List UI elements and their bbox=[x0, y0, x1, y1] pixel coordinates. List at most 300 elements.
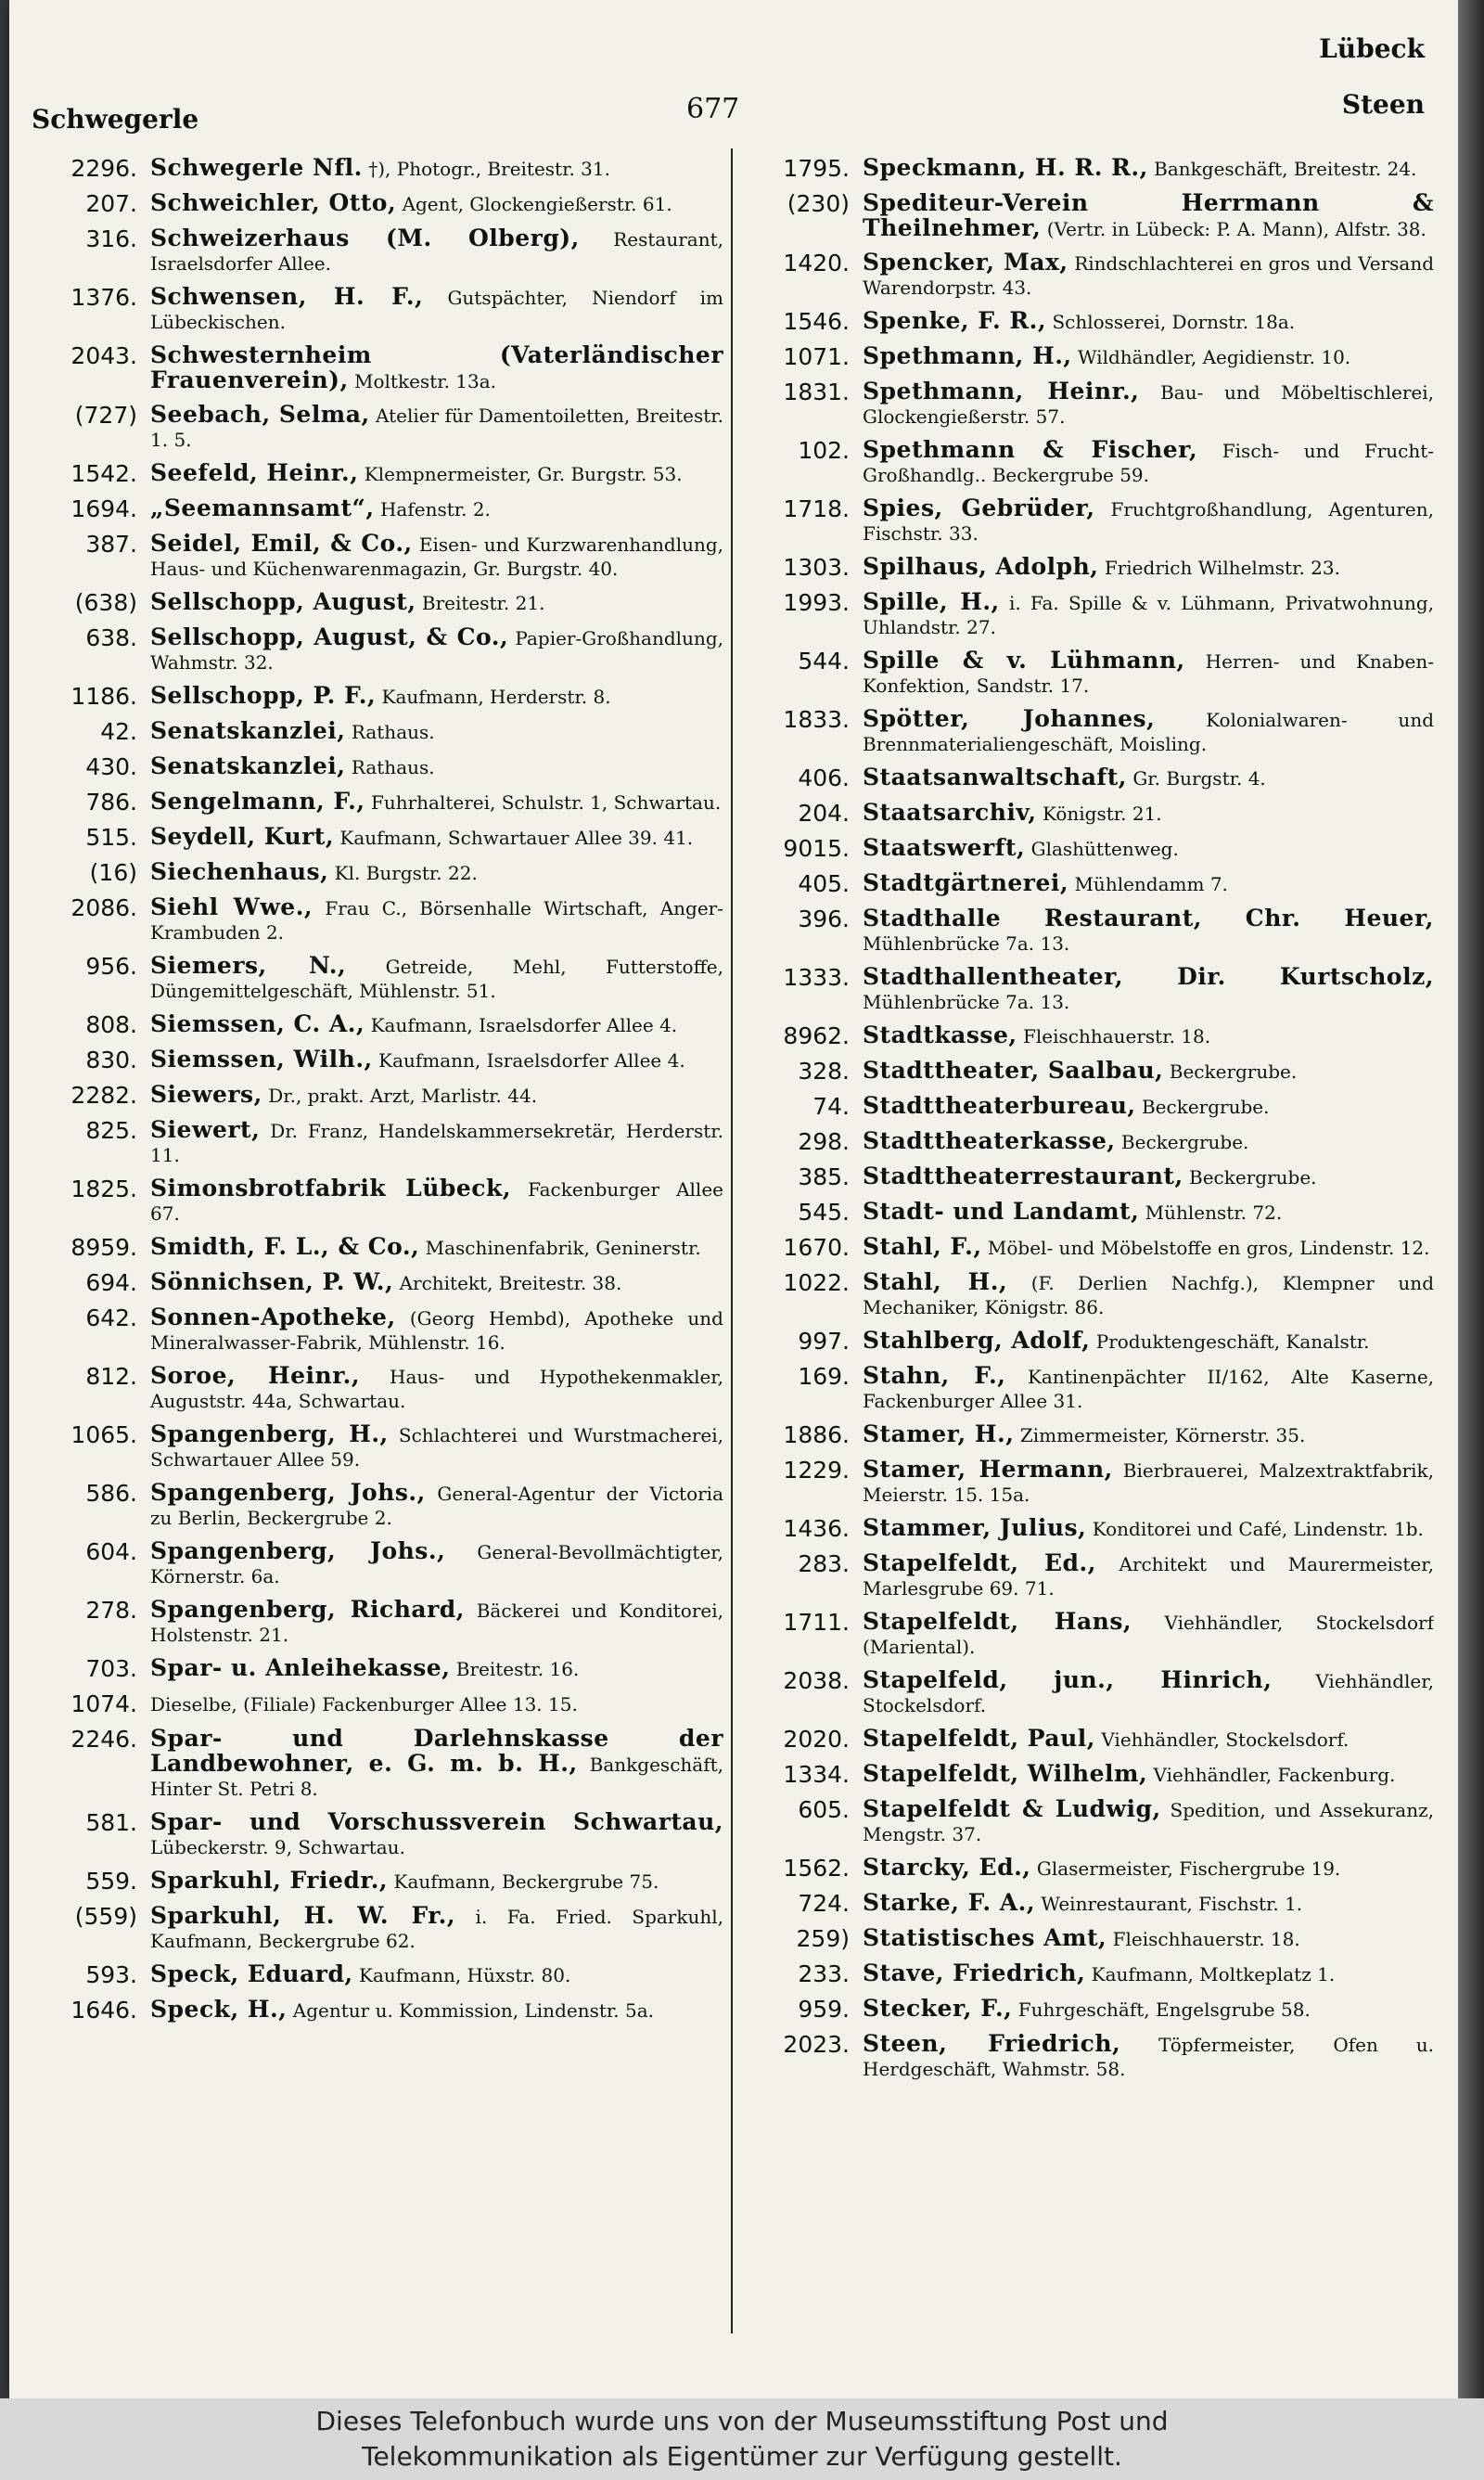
directory-entry bbox=[37, 1305, 723, 1355]
entry-number: 298. bbox=[798, 1128, 850, 1155]
entry-name: Stadtkasse, bbox=[863, 1022, 1017, 1048]
directory-entry bbox=[37, 1047, 723, 1073]
entry-body bbox=[150, 532, 723, 581]
entry-details: Viehhändler, Stockelsdorf. bbox=[863, 1670, 1434, 1716]
entry-number: 1694. bbox=[70, 495, 137, 522]
entry-name: Senatskanzlei, bbox=[150, 752, 346, 779]
entry-body bbox=[150, 285, 723, 334]
entry-details: Beckergrube. bbox=[1141, 1096, 1270, 1118]
entry-number: 207. bbox=[85, 190, 137, 217]
entry-details: Rathaus. bbox=[351, 756, 435, 778]
entry-name: Speck, Eduard, bbox=[150, 1960, 353, 1987]
entry-details: Papier-Großhandlung, Wahmstr. 32. bbox=[150, 627, 723, 674]
entry-name: Spilhaus, Adolph, bbox=[863, 553, 1099, 580]
entry-details: Glashüttenweg. bbox=[1030, 838, 1179, 860]
entry-details: Friedrich Wilhelmstr. 23. bbox=[1104, 557, 1340, 579]
directory-entry bbox=[749, 906, 1434, 956]
entry-body bbox=[863, 379, 1434, 429]
entry-name: Spangenberg, Johs., bbox=[150, 1479, 426, 1506]
entry-body bbox=[863, 438, 1434, 487]
entry-body bbox=[863, 590, 1434, 639]
directory-entry bbox=[749, 965, 1434, 1014]
entry-body bbox=[863, 1422, 1434, 1447]
entry-number: 1646. bbox=[70, 1997, 137, 2024]
entry-body bbox=[863, 871, 1434, 896]
entry-name: Sengelmann, F., bbox=[150, 788, 365, 815]
directory-entry bbox=[37, 625, 723, 675]
entry-body bbox=[150, 461, 723, 486]
directory-entry bbox=[749, 1329, 1434, 1355]
entry-details: Schlosserei, Dornstr. 18a. bbox=[1052, 311, 1296, 333]
entry-number: 724. bbox=[798, 1890, 850, 1917]
directory-entry bbox=[37, 1176, 723, 1226]
directory-entry bbox=[749, 1364, 1434, 1413]
column-divider bbox=[731, 148, 733, 2333]
entry-body bbox=[150, 754, 723, 779]
entry-name: Siechenhaus, bbox=[150, 858, 329, 885]
directory-entry bbox=[37, 590, 723, 616]
entry-details: Fleischhauerstr. 18. bbox=[1022, 1025, 1211, 1047]
entry-details: Glasermeister, Fischergrube 19. bbox=[1036, 1857, 1341, 1880]
entry-details: Töpfermeister, Ofen u. Herdgeschäft, Wahmstr. 58. bbox=[863, 2034, 1434, 2080]
entry-details: Eisen- und Kurzwarenhandlung, Haus- und Küchenwarenmagazin, Gr. Burgstr. 40. bbox=[150, 533, 723, 580]
directory-entry bbox=[37, 825, 723, 851]
entry-body bbox=[863, 156, 1434, 181]
directory-entry bbox=[749, 1856, 1434, 1882]
entry-body bbox=[150, 1691, 723, 1716]
entry-number: 1065. bbox=[70, 1421, 137, 1448]
directory-entry bbox=[37, 532, 723, 581]
entry-name: Stahlberg, Adolf, bbox=[863, 1327, 1091, 1354]
entry-name: Spencker, Max, bbox=[863, 249, 1068, 276]
entry-number: 1831. bbox=[783, 379, 850, 405]
entry-name: Spediteur-Verein Herrmann & Theilnehmer, bbox=[863, 189, 1434, 241]
entry-name: Stahl, H., bbox=[863, 1268, 1008, 1295]
directory-entry bbox=[37, 1691, 723, 1717]
entry-number: (230) bbox=[787, 190, 850, 217]
entry-body bbox=[150, 1047, 723, 1073]
entry-number: 1795. bbox=[783, 156, 850, 182]
entry-details: Produktengeschäft, Kanalstr. bbox=[1095, 1330, 1370, 1353]
entry-number: 545. bbox=[798, 1199, 850, 1226]
entry-details: Viehhändler, Stockelsdorf. bbox=[1101, 1728, 1350, 1751]
entry-body bbox=[863, 1094, 1434, 1119]
entry-details: General-Agentur der Victoria zu Berlin, Beckergrube 2. bbox=[150, 1483, 723, 1529]
entry-details: Beckergrube. bbox=[1189, 1166, 1317, 1189]
entry-details: Konditorei und Café, Lindenstr. 1b. bbox=[1092, 1518, 1424, 1540]
directory-entry bbox=[749, 1926, 1434, 1952]
directory-entry bbox=[37, 1869, 723, 1895]
entry-name: Smidth, F. L., & Co., bbox=[150, 1233, 420, 1260]
entry-details: Kantinenpächter II/162, Alte Kaserne, Fackenburger Allee 31. bbox=[863, 1366, 1434, 1412]
entry-name: Sparkuhl, Friedr., bbox=[150, 1867, 389, 1894]
entry-body bbox=[150, 1869, 723, 1894]
entry-name: Spethmann, Heinr., bbox=[863, 378, 1140, 405]
entry-number: (727) bbox=[74, 402, 137, 429]
directory-entry bbox=[37, 1656, 723, 1682]
header-right-keyword: Steen bbox=[1341, 89, 1425, 120]
entry-details: Königstr. 21. bbox=[1042, 803, 1162, 825]
entry-name: Soroe, Heinr., bbox=[150, 1362, 361, 1389]
entry-number: 1022. bbox=[783, 1269, 850, 1296]
entry-number: 604. bbox=[85, 1538, 137, 1565]
entry-details: Kaufmann, Schwartauer Allee 39. 41. bbox=[339, 827, 694, 849]
entry-details: Kl. Burgstr. 22. bbox=[334, 862, 478, 884]
entry-number: 2296. bbox=[70, 156, 137, 182]
entry-number: (16) bbox=[89, 859, 137, 886]
directory-entry bbox=[37, 1727, 723, 1801]
entry-number: 515. bbox=[85, 824, 137, 851]
entry-name: Spille, H., bbox=[863, 588, 1000, 615]
entry-body bbox=[863, 1961, 1434, 1986]
entry-number: 642. bbox=[85, 1304, 137, 1331]
directory-entry bbox=[37, 1539, 723, 1588]
entry-body bbox=[863, 1129, 1434, 1154]
directory-entry bbox=[749, 379, 1434, 429]
directory-entry bbox=[749, 251, 1434, 300]
entry-number: 1186. bbox=[70, 683, 137, 710]
directory-entry bbox=[749, 1891, 1434, 1917]
entry-name: Schwensen, H. F., bbox=[150, 283, 424, 310]
entry-number: 1071. bbox=[783, 343, 850, 370]
entry-details: (Georg Hembd), Apotheke und Mineralwasser-Fabrik, Mühlenstr. 16. bbox=[150, 1307, 723, 1354]
entry-details: Architekt und Maurermeister, Marlesgrube 69. 71. bbox=[863, 1553, 1434, 1600]
entry-details: Lübeckerstr. 9, Schwartau. bbox=[150, 1836, 405, 1858]
entry-number: 316. bbox=[85, 225, 137, 252]
directory-entry bbox=[37, 1422, 723, 1471]
entry-number: 959. bbox=[798, 1996, 850, 2023]
entry-body bbox=[150, 860, 723, 885]
entry-details: Viehhändler, Fackenburg. bbox=[1153, 1764, 1396, 1786]
entry-details: Bierbrauerei, Malzextraktfabrik, Meierstr. 15. 15a. bbox=[863, 1459, 1434, 1506]
directory-page bbox=[9, 0, 1458, 2398]
entry-body bbox=[150, 684, 723, 709]
entry-name: Spenke, F. R., bbox=[863, 307, 1047, 334]
entry-details: Bau- und Möbeltischlerei, Glockengießerstr. 57. bbox=[863, 381, 1434, 428]
directory-entry bbox=[37, 860, 723, 886]
entry-details: Mühlenstr. 72. bbox=[1145, 1201, 1283, 1224]
entry-details: Fleischhauerstr. 18. bbox=[1112, 1928, 1300, 1950]
directory-entry bbox=[749, 649, 1434, 698]
entry-number: 1333. bbox=[783, 964, 850, 991]
entry-number: 233. bbox=[798, 1960, 850, 1987]
entry-name: Sellschopp, P. F., bbox=[150, 682, 377, 709]
directory-entry bbox=[749, 801, 1434, 827]
entry-details: Fruchtgroßhandlung, Agenturen, Fischstr. 33. bbox=[863, 498, 1434, 545]
entry-number: 1562. bbox=[783, 1855, 850, 1882]
entry-body bbox=[863, 1235, 1434, 1260]
entry-body bbox=[150, 496, 723, 521]
directory-entry bbox=[37, 1083, 723, 1109]
entry-name: Stapelfeldt, Wilhelm, bbox=[863, 1760, 1148, 1787]
entry-name: Spangenberg, Richard, bbox=[150, 1596, 465, 1623]
directory-entry bbox=[749, 1200, 1434, 1226]
entry-number: 2043. bbox=[70, 342, 137, 369]
directory-entry bbox=[37, 496, 723, 522]
entry-details: Bäckerei und Konditorei, Holstenstr. 21. bbox=[150, 1600, 723, 1646]
directory-entry bbox=[749, 1762, 1434, 1788]
entry-number: 1546. bbox=[783, 308, 850, 335]
footer-line-1: Dieses Telefonbuch wurde uns von der Museumsstiftung Post und bbox=[315, 2406, 1169, 2436]
entry-number: 1718. bbox=[783, 495, 850, 522]
entry-body bbox=[863, 1516, 1434, 1541]
directory-entry bbox=[37, 719, 723, 745]
directory-entry bbox=[37, 226, 723, 276]
entry-name: Speckmann, H. R. R., bbox=[863, 156, 1148, 181]
entry-name: Staatswerft, bbox=[863, 834, 1026, 861]
entry-details: Frau C., Börsenhalle Wirtschaft, Anger-Krambuden 2. bbox=[150, 897, 723, 944]
directory-entry bbox=[749, 1516, 1434, 1542]
entry-number: 1334. bbox=[783, 1761, 850, 1788]
entry-body bbox=[863, 191, 1434, 241]
entry-body bbox=[150, 1481, 723, 1530]
entry-body bbox=[863, 1329, 1434, 1354]
entry-body bbox=[150, 825, 723, 850]
entry-details: Fisch- und Frucht-Großhandlg.. Beckergrube 59. bbox=[863, 440, 1434, 486]
entry-body bbox=[150, 1176, 723, 1226]
entry-number: 396. bbox=[798, 906, 850, 932]
entry-details: Schlachterei und Wurstmacherei, Schwartauer Allee 59. bbox=[150, 1424, 723, 1471]
entry-body bbox=[150, 1727, 723, 1801]
entry-number: 1886. bbox=[783, 1421, 850, 1448]
entry-body bbox=[863, 1926, 1434, 1951]
directory-entry bbox=[37, 954, 723, 1003]
entry-name: Staatsarchiv, bbox=[863, 799, 1037, 826]
entry-number: 544. bbox=[798, 648, 850, 675]
entry-body bbox=[150, 1539, 723, 1588]
entry-name: Spangenberg, Johs., bbox=[150, 1537, 446, 1564]
entry-name: Sellschopp, August, & Co., bbox=[150, 623, 509, 650]
entry-number: 1711. bbox=[783, 1609, 850, 1636]
entry-details: Agentur u. Kommission, Lindenstr. 5a. bbox=[292, 1999, 654, 2022]
entry-name: Stapelfeldt, Hans, bbox=[863, 1608, 1132, 1635]
directory-entry bbox=[749, 1270, 1434, 1319]
entry-number: 605. bbox=[798, 1796, 850, 1823]
entry-details: Kaufmann, Israelsdorfer Allee 4. bbox=[370, 1014, 678, 1036]
entry-name: Siewert, bbox=[150, 1116, 261, 1143]
entry-number: 2282. bbox=[70, 1082, 137, 1109]
entry-details: Gr. Burgstr. 4. bbox=[1132, 767, 1266, 790]
directory-entry bbox=[749, 156, 1434, 182]
directory-entry bbox=[37, 1598, 723, 1647]
entry-body bbox=[150, 1083, 723, 1108]
entry-number: 102. bbox=[798, 437, 850, 464]
entry-body bbox=[863, 649, 1434, 698]
entry-body bbox=[150, 1235, 723, 1260]
directory-entry bbox=[37, 895, 723, 944]
entry-details: General-Bevollmächtigter, Körnerstr. 6a. bbox=[150, 1541, 723, 1587]
entry-number: 2020. bbox=[783, 1726, 850, 1753]
entry-name: Siemers, N., bbox=[150, 952, 347, 979]
entry-number: 586. bbox=[85, 1480, 137, 1507]
entry-details: Agent, Glockengießerstr. 61. bbox=[402, 193, 672, 215]
entry-name: Seefeld, Heinr., bbox=[150, 459, 359, 486]
entry-number: 2023. bbox=[783, 2031, 850, 2058]
entry-name: Seebach, Selma, bbox=[150, 401, 370, 428]
entry-body bbox=[150, 1810, 723, 1859]
entry-body bbox=[150, 790, 723, 815]
entry-details: Kaufmann, Beckergrube 75. bbox=[393, 1870, 659, 1893]
directory-entry bbox=[749, 1422, 1434, 1448]
entry-number: 430. bbox=[85, 753, 137, 780]
entry-details: (F. Derlien Nachfg.), Klempner und Mechaniker, Königstr. 86. bbox=[863, 1272, 1434, 1318]
entry-body bbox=[150, 1118, 723, 1167]
entry-details: Dr., prakt. Arzt, Marlistr. 44. bbox=[268, 1085, 538, 1107]
entry-body bbox=[150, 895, 723, 944]
entry-name: Statistisches Amt, bbox=[863, 1924, 1107, 1951]
entry-number: 703. bbox=[85, 1655, 137, 1682]
entry-details: i. Fa. Fried. Sparkuhl, Kaufmann, Beckergrube 62. bbox=[150, 1906, 723, 1952]
entry-name: Steen, Friedrich, bbox=[863, 2030, 1121, 2057]
entry-details: Wildhändler, Aegidienstr. 10. bbox=[1077, 346, 1351, 368]
entry-name: Stamer, Hermann, bbox=[863, 1456, 1113, 1483]
entry-number: 405. bbox=[798, 870, 850, 897]
entry-details: Haus- und Hypothekenmakler, Auguststr. 44a, Schwartau. bbox=[150, 1366, 723, 1412]
directory-entry bbox=[37, 1810, 723, 1859]
entry-details: Rathaus. bbox=[351, 721, 435, 743]
entry-body bbox=[863, 1164, 1434, 1189]
entry-number: 1825. bbox=[70, 1176, 137, 1202]
directory-entry bbox=[37, 1270, 723, 1296]
entry-number: 1993. bbox=[783, 589, 850, 616]
entry-name: Schweizerhaus (M. Olberg), bbox=[150, 225, 580, 251]
entry-details: Beckergrube. bbox=[1120, 1131, 1249, 1153]
entry-body bbox=[863, 765, 1434, 790]
entry-number: 997. bbox=[798, 1328, 850, 1355]
entry-name: Stadttheaterkasse, bbox=[863, 1127, 1116, 1154]
entry-body bbox=[150, 590, 723, 615]
entry-number: 1436. bbox=[783, 1515, 850, 1542]
directory-entry bbox=[749, 1129, 1434, 1155]
entry-name: Stadthalle Restaurant, Chr. Heuer, bbox=[863, 905, 1434, 932]
entry-details: Fuhrhalterei, Schulstr. 1, Schwartau. bbox=[370, 791, 722, 814]
entry-details: Getreide, Mehl, Futterstoffe, Düngemittelgeschäft, Mühlenstr. 51. bbox=[150, 956, 723, 1002]
entry-number: 581. bbox=[85, 1809, 137, 1836]
directory-entry bbox=[749, 1458, 1434, 1507]
header-city: Lübeck bbox=[1319, 33, 1425, 64]
entry-details: Bankgeschäft, Hinter St. Petri 8. bbox=[150, 1754, 723, 1800]
entry-details: Kolonialwaren- und Brennmaterialiengeschäft, Moisling. bbox=[863, 709, 1434, 755]
entry-details: Hafenstr. 2. bbox=[379, 498, 491, 520]
entry-name: Stave, Friedrich, bbox=[863, 1960, 1086, 1986]
entry-body bbox=[150, 156, 723, 181]
entry-name: Spies, Gebrüder, bbox=[863, 495, 1095, 521]
entry-details: Weinrestaurant, Fischstr. 1. bbox=[1041, 1893, 1303, 1915]
entry-body bbox=[863, 1270, 1434, 1319]
directory-entry bbox=[749, 1059, 1434, 1085]
entry-details: Atelier für Damentoiletten, Breitestr. 1. 5. bbox=[150, 405, 723, 451]
entry-number: 808. bbox=[85, 1011, 137, 1038]
entry-body bbox=[863, 309, 1434, 334]
entry-name: Stahn, F., bbox=[863, 1362, 1006, 1389]
entry-number: 638. bbox=[85, 624, 137, 651]
entry-body bbox=[863, 707, 1434, 756]
entry-details: Restaurant, Israelsdorfer Allee. bbox=[150, 228, 723, 275]
entry-name: Sellschopp, August, bbox=[150, 588, 416, 615]
entry-body bbox=[863, 1727, 1434, 1752]
entry-details: Moltkestr. 13a. bbox=[354, 370, 497, 392]
entry-number: 387. bbox=[85, 531, 137, 558]
entry-name: Spille & v. Lühmann, bbox=[863, 647, 1185, 674]
directory-entry bbox=[37, 1235, 723, 1261]
directory-entry bbox=[749, 191, 1434, 241]
entry-name: Stadtgärtnerei, bbox=[863, 869, 1069, 896]
entry-number: 825. bbox=[85, 1117, 137, 1144]
entry-details: Beckergrube. bbox=[1169, 1060, 1298, 1083]
entry-number: 406. bbox=[798, 765, 850, 791]
entry-name: Siemssen, Wilh., bbox=[150, 1046, 373, 1073]
directory-entry bbox=[749, 1094, 1434, 1120]
entry-details: Rindschlachterei en gros und Versand Warendorpstr. 43. bbox=[863, 252, 1434, 299]
entry-details: Kaufmann, Hüxstr. 80. bbox=[359, 1964, 571, 1986]
entry-details: Kaufmann, Israelsdorfer Allee 4. bbox=[378, 1049, 685, 1072]
entry-name: Seydell, Kurt, bbox=[150, 823, 335, 850]
entry-body bbox=[863, 906, 1434, 956]
entry-name: Sonnen-Apotheke, bbox=[150, 1304, 396, 1330]
entry-name: Siehl Wwe., bbox=[150, 893, 313, 920]
entry-name: „Seemannsamt“, bbox=[150, 495, 375, 521]
directory-entry bbox=[37, 1998, 723, 2024]
entry-number: 786. bbox=[85, 789, 137, 816]
entry-body bbox=[150, 1962, 723, 1987]
entry-name: Seidel, Emil, & Co., bbox=[150, 530, 413, 557]
entry-name: Stapelfeldt, Paul, bbox=[863, 1725, 1095, 1752]
directory-entry bbox=[37, 790, 723, 816]
entry-details: Kaufmann, Herderstr. 8. bbox=[381, 686, 611, 708]
entry-details: †), Photogr., Breitestr. 31. bbox=[368, 158, 610, 180]
entry-number: 1670. bbox=[783, 1234, 850, 1261]
footer-line-2: Telekommunikation als Eigentümer zur Verfügung gestellt. bbox=[362, 2441, 1122, 2472]
entry-number: 1542. bbox=[70, 460, 137, 487]
entry-number: 1074. bbox=[70, 1690, 137, 1717]
entry-number: 593. bbox=[85, 1961, 137, 1988]
entry-name: Spar- und Darlehnskasse der Landbewohner, e. G. m. b. H., bbox=[150, 1725, 723, 1777]
entry-name: Siewers, bbox=[150, 1081, 262, 1108]
directory-entry bbox=[749, 1235, 1434, 1261]
directory-entry bbox=[749, 836, 1434, 862]
directory-entry bbox=[37, 1364, 723, 1413]
entry-name: Stadttheaterbureau, bbox=[863, 1092, 1136, 1119]
entry-number: 1833. bbox=[783, 706, 850, 733]
entry-name: Spar- u. Anleihekasse, bbox=[150, 1654, 451, 1681]
entry-name: Stapelfeld, jun., Hinrich, bbox=[863, 1666, 1273, 1693]
entry-number: (559) bbox=[74, 1903, 137, 1930]
directory-entry bbox=[749, 765, 1434, 791]
entry-number: 259) bbox=[796, 1925, 850, 1952]
directory-entry bbox=[37, 1904, 723, 1953]
entry-body bbox=[150, 625, 723, 675]
entry-body bbox=[863, 496, 1434, 546]
entry-details: Gutspächter, Niendorf im Lübeckischen. bbox=[150, 287, 723, 333]
directory-entry bbox=[37, 1012, 723, 1038]
entry-number: 278. bbox=[85, 1597, 137, 1624]
directory-entry bbox=[37, 191, 723, 217]
entry-number: 9015. bbox=[783, 835, 850, 862]
entry-details: (Vertr. in Lübeck: P. A. Mann), Alfstr. 38. bbox=[1046, 218, 1426, 240]
entry-name: Spangenberg, H., bbox=[150, 1420, 389, 1447]
entry-body bbox=[863, 1551, 1434, 1600]
directory-entry bbox=[37, 461, 723, 487]
entry-name: Stammer, Julius, bbox=[863, 1514, 1087, 1541]
scan-edge bbox=[1458, 0, 1484, 2398]
entry-name: Speck, H., bbox=[150, 1996, 288, 2023]
entry-name: Stapelfeldt, Ed., bbox=[863, 1549, 1096, 1576]
entry-name: Starcky, Ed., bbox=[863, 1854, 1031, 1881]
entry-body bbox=[863, 1059, 1434, 1084]
directory-entry bbox=[749, 344, 1434, 370]
entry-details: Mühlenbrücke 7a. 13. bbox=[863, 991, 1070, 1013]
entry-name: Stahl, F., bbox=[863, 1233, 982, 1260]
